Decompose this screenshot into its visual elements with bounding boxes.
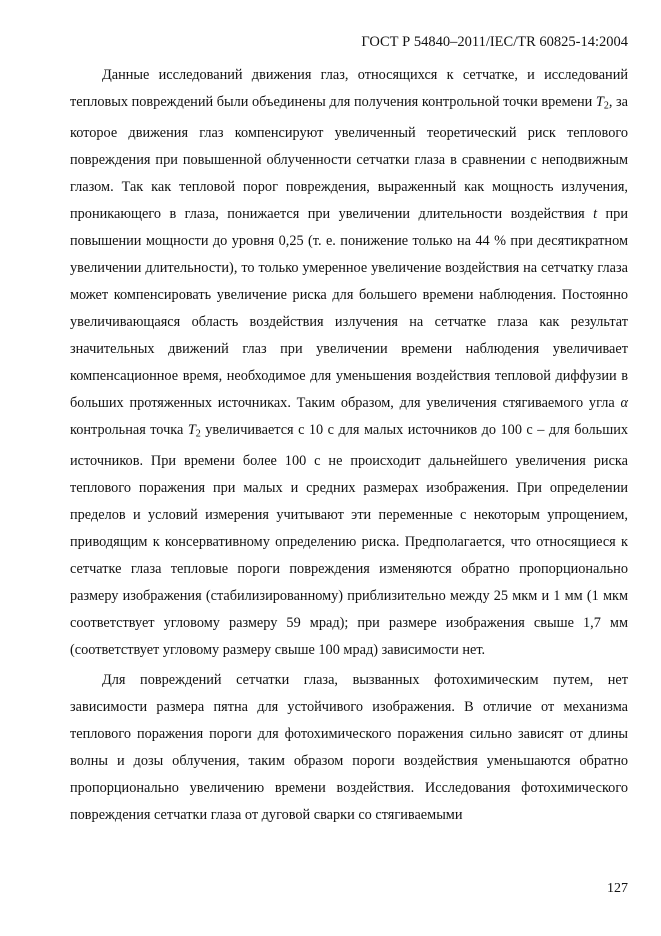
text-run: увеличивается с 10 с для малых источников до 100 с – для больших источников. При времени более 100 с не происходит дальнейшего увеличения риска теплового поражения при малых и средних размерах изображения. При определении пределов и условий измерения учитывают эти переменные с некоторым упрощением, приводящим к консервативному определению риска. Предполагается, что относящиеся к сетчатке глаза тепловые пороги повреждения изменяются обратно пропорционально размеру изображения (стабилизированному) приблизительно между 25 мкм и 1 мм (1 мкм соответствует угловому размеру 59 мрад); при размере изображения свыше 1,7 мм (соответствует угловому размеру свыше 100 мрад) зависимости нет. bbox=[70, 422, 629, 658]
page-number: 127 bbox=[607, 881, 628, 896]
text-run: Данные исследований движения глаз, относящихся к сетчатке, и исследований тепловых повреждений были объединены для получения контрольной точки времени bbox=[70, 67, 628, 111]
paragraph-2: Для повреждений сетчатки глаза, вызванных фотохимическим путем, нет зависимости размера пятна для устойчивого изображения. В отличие от механизма теплового поражения пороги для фотохимического поражения сильно зависят от длины волны и дозы облучения, таким образом пороги воздействия уменьшаются обратно пропорционально увеличению времени воздействия. Исследования фотохимического повреждения сетчатки глаза от дуговой сварки со стягиваемыми bbox=[70, 672, 628, 824]
variable-T: T bbox=[595, 94, 604, 111]
subscript: 2 bbox=[195, 428, 201, 440]
variable-t: t bbox=[593, 205, 598, 222]
text-run: при повышении мощности до уровня 0,25 (т. е. понижение только на 44 % при десятикратном увеличении длительности), то только умеренное увеличение воздействия на сетчатку глаза может компенсировать увеличение риска для большего времени наблюдения. Постоянно увеличивающаяся область воздействия излучения на сетчатке глаза как результат значительных движений глаз при увеличении времени наблюдения увеличивает компенсационное время, необходимое для уменьшения воздействия тепловой диффузии в больших протяженных источниках. Таким образом, для увеличения стягиваемого угла bbox=[70, 205, 628, 412]
subscript: 2 bbox=[603, 100, 609, 112]
document-header bbox=[361, 34, 628, 51]
standard-code: ГОСТ Р 54840–2011/IEC/TR 60825-14:2004 bbox=[361, 34, 628, 50]
paragraph-1 bbox=[70, 62, 628, 664]
variable-alpha: α bbox=[620, 395, 628, 412]
body-text bbox=[70, 62, 628, 829]
text-run: контрольная точка bbox=[70, 422, 188, 439]
variable-T: T bbox=[187, 422, 196, 439]
text-run: , за которое движения глаз компенсируют увеличенный теоретический риск теплового повреждения при повышенной облученности сетчатки глаза в сравнении с неподвижным глазом. Так как тепловой порог повреждения, выраженный как мощность излучения, проникающего в глаза, понижается при увеличении длительности воздействия bbox=[70, 94, 628, 222]
